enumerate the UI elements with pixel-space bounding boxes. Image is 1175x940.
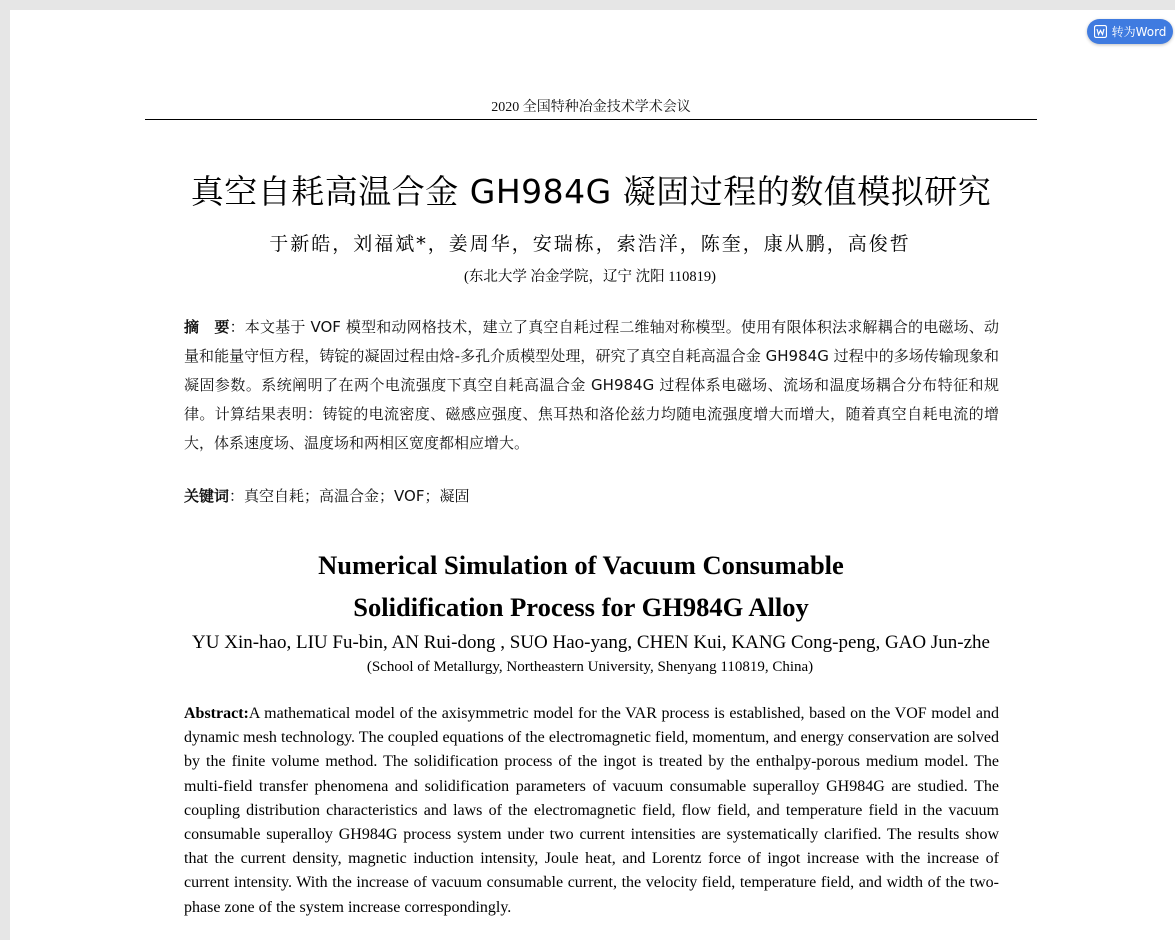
abstract-en (184, 702, 999, 920)
keywords-cn-label: 关键词 (184, 487, 230, 505)
abstract-cn (184, 313, 999, 458)
authors-cn: 于新皓，刘福斌*，姜周华，安瑞栋，索浩洋，陈奎，康从鹏，高俊哲 (269, 233, 911, 255)
abstract-en-text: A mathematical model of the axisymmetric model for the VAR process is established, based on the VOF model and dynamic mesh technology. The coupled equations of the electromagnetic field, momentum, and energy conservation are solved by the finite volume method. The solidification process of the ingot is treated by the enthalpy-porous medium model. The multi-field transfer phenomena and solidification parameters of vacuum consumable superalloy GH984G are studied. The coupling distribution characteristics and laws of the electromagnetic field, flow field, and temperature field in the vacuum consumable superalloy GH984G process system under two current intensities are systematically clarified. The results show that the current density, magnetic induction intensity, Joule heat, and Lorentz force of ingot increase with the increase of current intensity. With the increase of vacuum consumable current, the velocity field, temperature field, and width of the two-phase zone of the system increase correspondingly. (184, 705, 999, 916)
paper-title-cn: 真空自耗高温合金 GH984G 凝固过程的数值模拟研究 (190, 172, 992, 211)
authors-en: YU Xin-hao, LIU Fu-bin, AN Rui-dong , SUO Hao-yang, CHEN Kui, KANG Cong-peng, GAO Jun-zhe (192, 632, 990, 653)
abstract-en-label: Abstract: (184, 705, 249, 722)
abstract-cn-label: 摘 要 (184, 318, 230, 336)
paper-title-en-line1: Numerical Simulation of Vacuum Consumable (318, 550, 844, 580)
paper-title-en (180, 544, 982, 628)
header-divider (145, 119, 1037, 120)
word-document-icon (1094, 25, 1107, 38)
paper-title-en-line2: Solidification Process for GH984G Alloy (353, 592, 809, 622)
keywords-cn-text: ：真空自耗；高温合金；VOF；凝固 (229, 487, 470, 505)
convert-to-word-button[interactable] (1087, 19, 1173, 44)
running-header: 2020 全国特种冶金技术学术会议 (491, 100, 691, 115)
affiliation-en: (School of Metallurgy, Northeastern University, Shenyang 110819, China) (366, 659, 814, 675)
affiliation-cn: (东北大学 冶金学院，辽宁 沈阳 110819) (464, 269, 716, 285)
abstract-cn-text: ：本文基于 VOF 模型和动网格技术，建立了真空自耗过程二维轴对称模型。使用有限体积法求解耦合的电磁场、动量和能量守恒方程，铸锭的凝固过程由焓-多孔介质模型处理，研究了真空自耗高温合金 GH984G 过程中的多场传输现象和凝固参数。系统阐明了在两个电流强度下真空自耗高温合金 GH984G 过程体系电磁场、流场和温度场耦合分布特征和规律。计算结果表明：铸锭的电流密度、磁感应强度、焦耳热和洛伦兹力均随电流强度增大而增大，随着真空自耗电流的增大，体系速度场、温度场和两相区宽度都相应增大。 (184, 318, 999, 452)
keywords-cn (184, 485, 999, 506)
convert-to-word-label: 转为Word (1111, 25, 1167, 39)
